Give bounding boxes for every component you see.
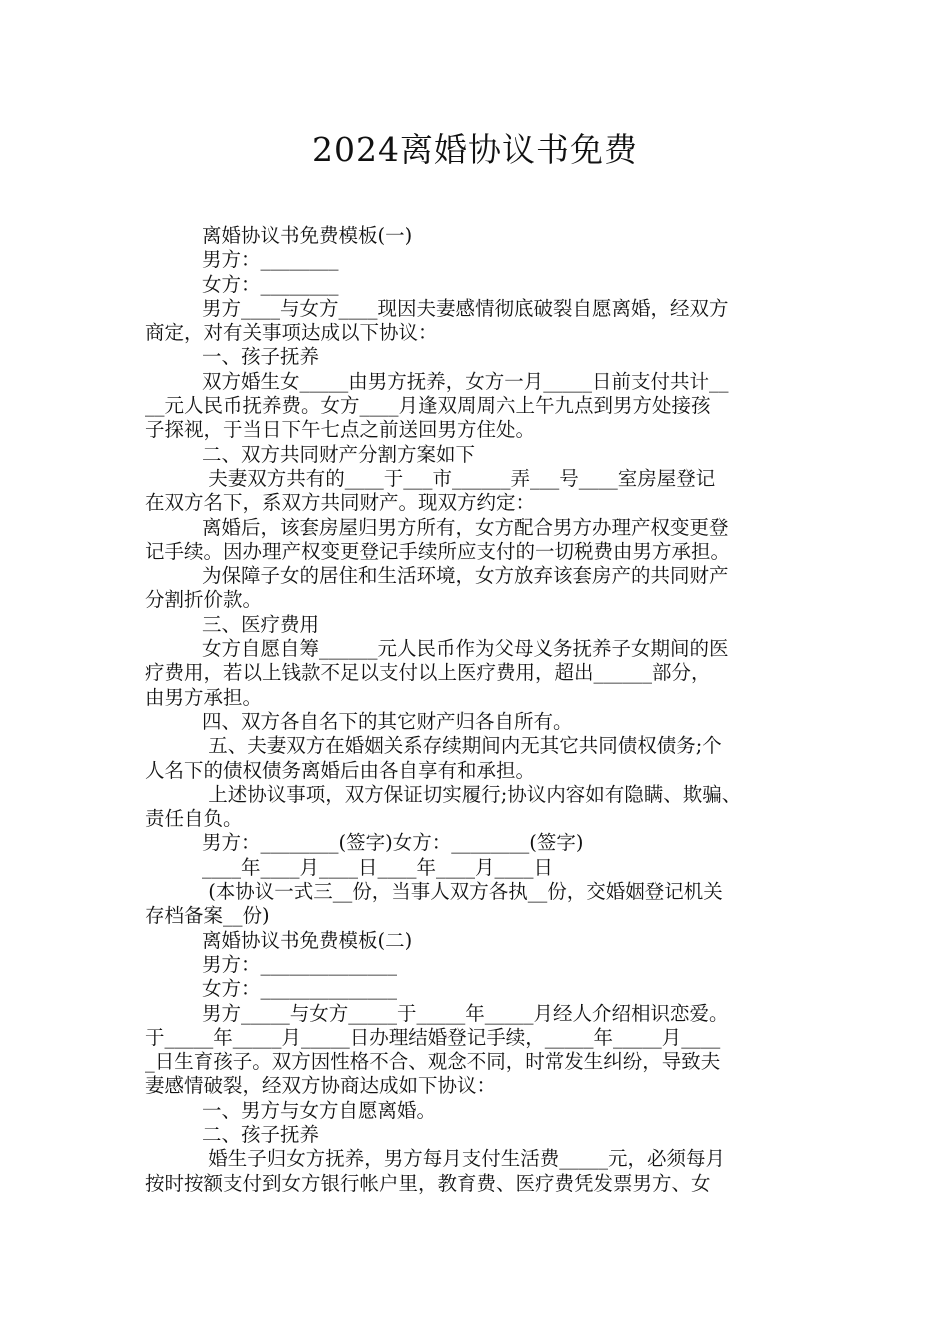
paragraph-line: 记手续。因办理产权变更登记手续所应支付的一切税费由男方承担。 (145, 539, 731, 563)
document-title: 2024离婚协议书免费 (312, 130, 638, 169)
paragraph-line: 一、孩子抚养 (202, 345, 320, 369)
paragraph-line: 五、夫妻双方在婚姻关系存续期间内无其它共同债权债务;个 (202, 734, 722, 758)
paragraph-line: 双方婚生女_____由男方抚养，女方一月_____日前支付共计__ (202, 369, 729, 393)
paragraph-line: 子探视，于当日下午七点之前送回男方住处。 (145, 418, 536, 442)
paragraph-line: 商定，对有关事项达成以下协议： (145, 321, 438, 345)
paragraph-line: 上述协议事项，双方保证切实履行;协议内容如有隐瞒、欺骗、 (202, 782, 742, 806)
paragraph-line: (本协议一式三__份，当事人双方各执__份，交婚姻登记机关 (202, 880, 723, 904)
paragraph-line: 妻感情破裂，经双方协商达成如下协议： (145, 1074, 497, 1098)
paragraph-line: 男方_____与女方_____于_____年_____月经人介绍相识恋爱。 (202, 1001, 729, 1025)
paragraph-line: 离婚协议书免费模板(一) (202, 224, 413, 247)
paragraph-line: 一、男方与女方自愿离婚。 (202, 1098, 437, 1122)
paragraph-line: 疗费用，若以上钱款不足以支付以上医疗费用，超出______部分， (145, 661, 711, 685)
paragraph-line: 二、双方共同财产分割方案如下 (202, 442, 476, 466)
paragraph-line: 按时按额支付到女方银行帐户里，教育费、医疗费凭发票男方、女 (145, 1171, 711, 1195)
paragraph-line: 离婚协议书免费模板(二) (202, 928, 413, 952)
paragraph-line: 男方：________(签字)女方：________(签字) (202, 831, 584, 855)
paragraph-line: 婚生子归女方抚养，男方每月支付生活费_____元，必须每月 (202, 1147, 725, 1171)
paragraph-line: 在双方名下，系双方共同财产。现双方约定： (145, 491, 536, 515)
paragraph-line: 女方：________ (202, 272, 339, 296)
paragraph-line: 二、孩子抚养 (202, 1122, 320, 1146)
paragraph-line: 存档备案__份) (145, 904, 270, 928)
paragraph-line: 离婚后，该套房屋归男方所有，女方配合男方办理产权变更登 (202, 515, 729, 539)
paragraph-line: 责任自负。 (145, 807, 243, 831)
paragraph-line: 男方____与女方____现因夫妻感情彻底破裂自愿离婚，经双方 (202, 296, 729, 320)
paragraph-line: 为保障子女的居住和生活环境，女方放弃该套房产的共同财产 (202, 564, 729, 588)
paragraph-line: 四、双方各自名下的其它财产归各自所有。 (202, 709, 573, 733)
document-body (145, 224, 810, 1196)
paragraph-line: ____年____月____日____年____月____日 (202, 855, 554, 879)
paragraph-line: 于_____年_____月_____日办理结婚登记手续，_____年_____月____ (145, 1025, 721, 1049)
paragraph-line: __元人民币抚养费。女方____月逢双周周六上午九点到男方处接孩 (145, 394, 711, 418)
paragraph-line: 男方：________ (202, 248, 339, 272)
paragraph-line: 人名下的债权债务离婚后由各自享有和承担。 (145, 758, 536, 782)
paragraph-line: 女方：______________ (202, 977, 398, 1001)
paragraph-line: 夫妻双方共有的____于___市______弄___号____室房屋登记 (202, 466, 716, 490)
paragraph-line: 男方：______________ (202, 952, 398, 976)
paragraph-line: 由男方承担。 (145, 685, 263, 709)
paragraph-line: 女方自愿自筹______元人民币作为父母义务抚养子女期间的医 (202, 637, 729, 661)
paragraph-line: 三、医疗费用 (202, 612, 320, 636)
paragraph-line: 分割折价款。 (145, 588, 263, 612)
paragraph-line: _日生育孩子。双方因性格不合、观念不同，时常发生纠纷，导致夫 (145, 1050, 721, 1074)
